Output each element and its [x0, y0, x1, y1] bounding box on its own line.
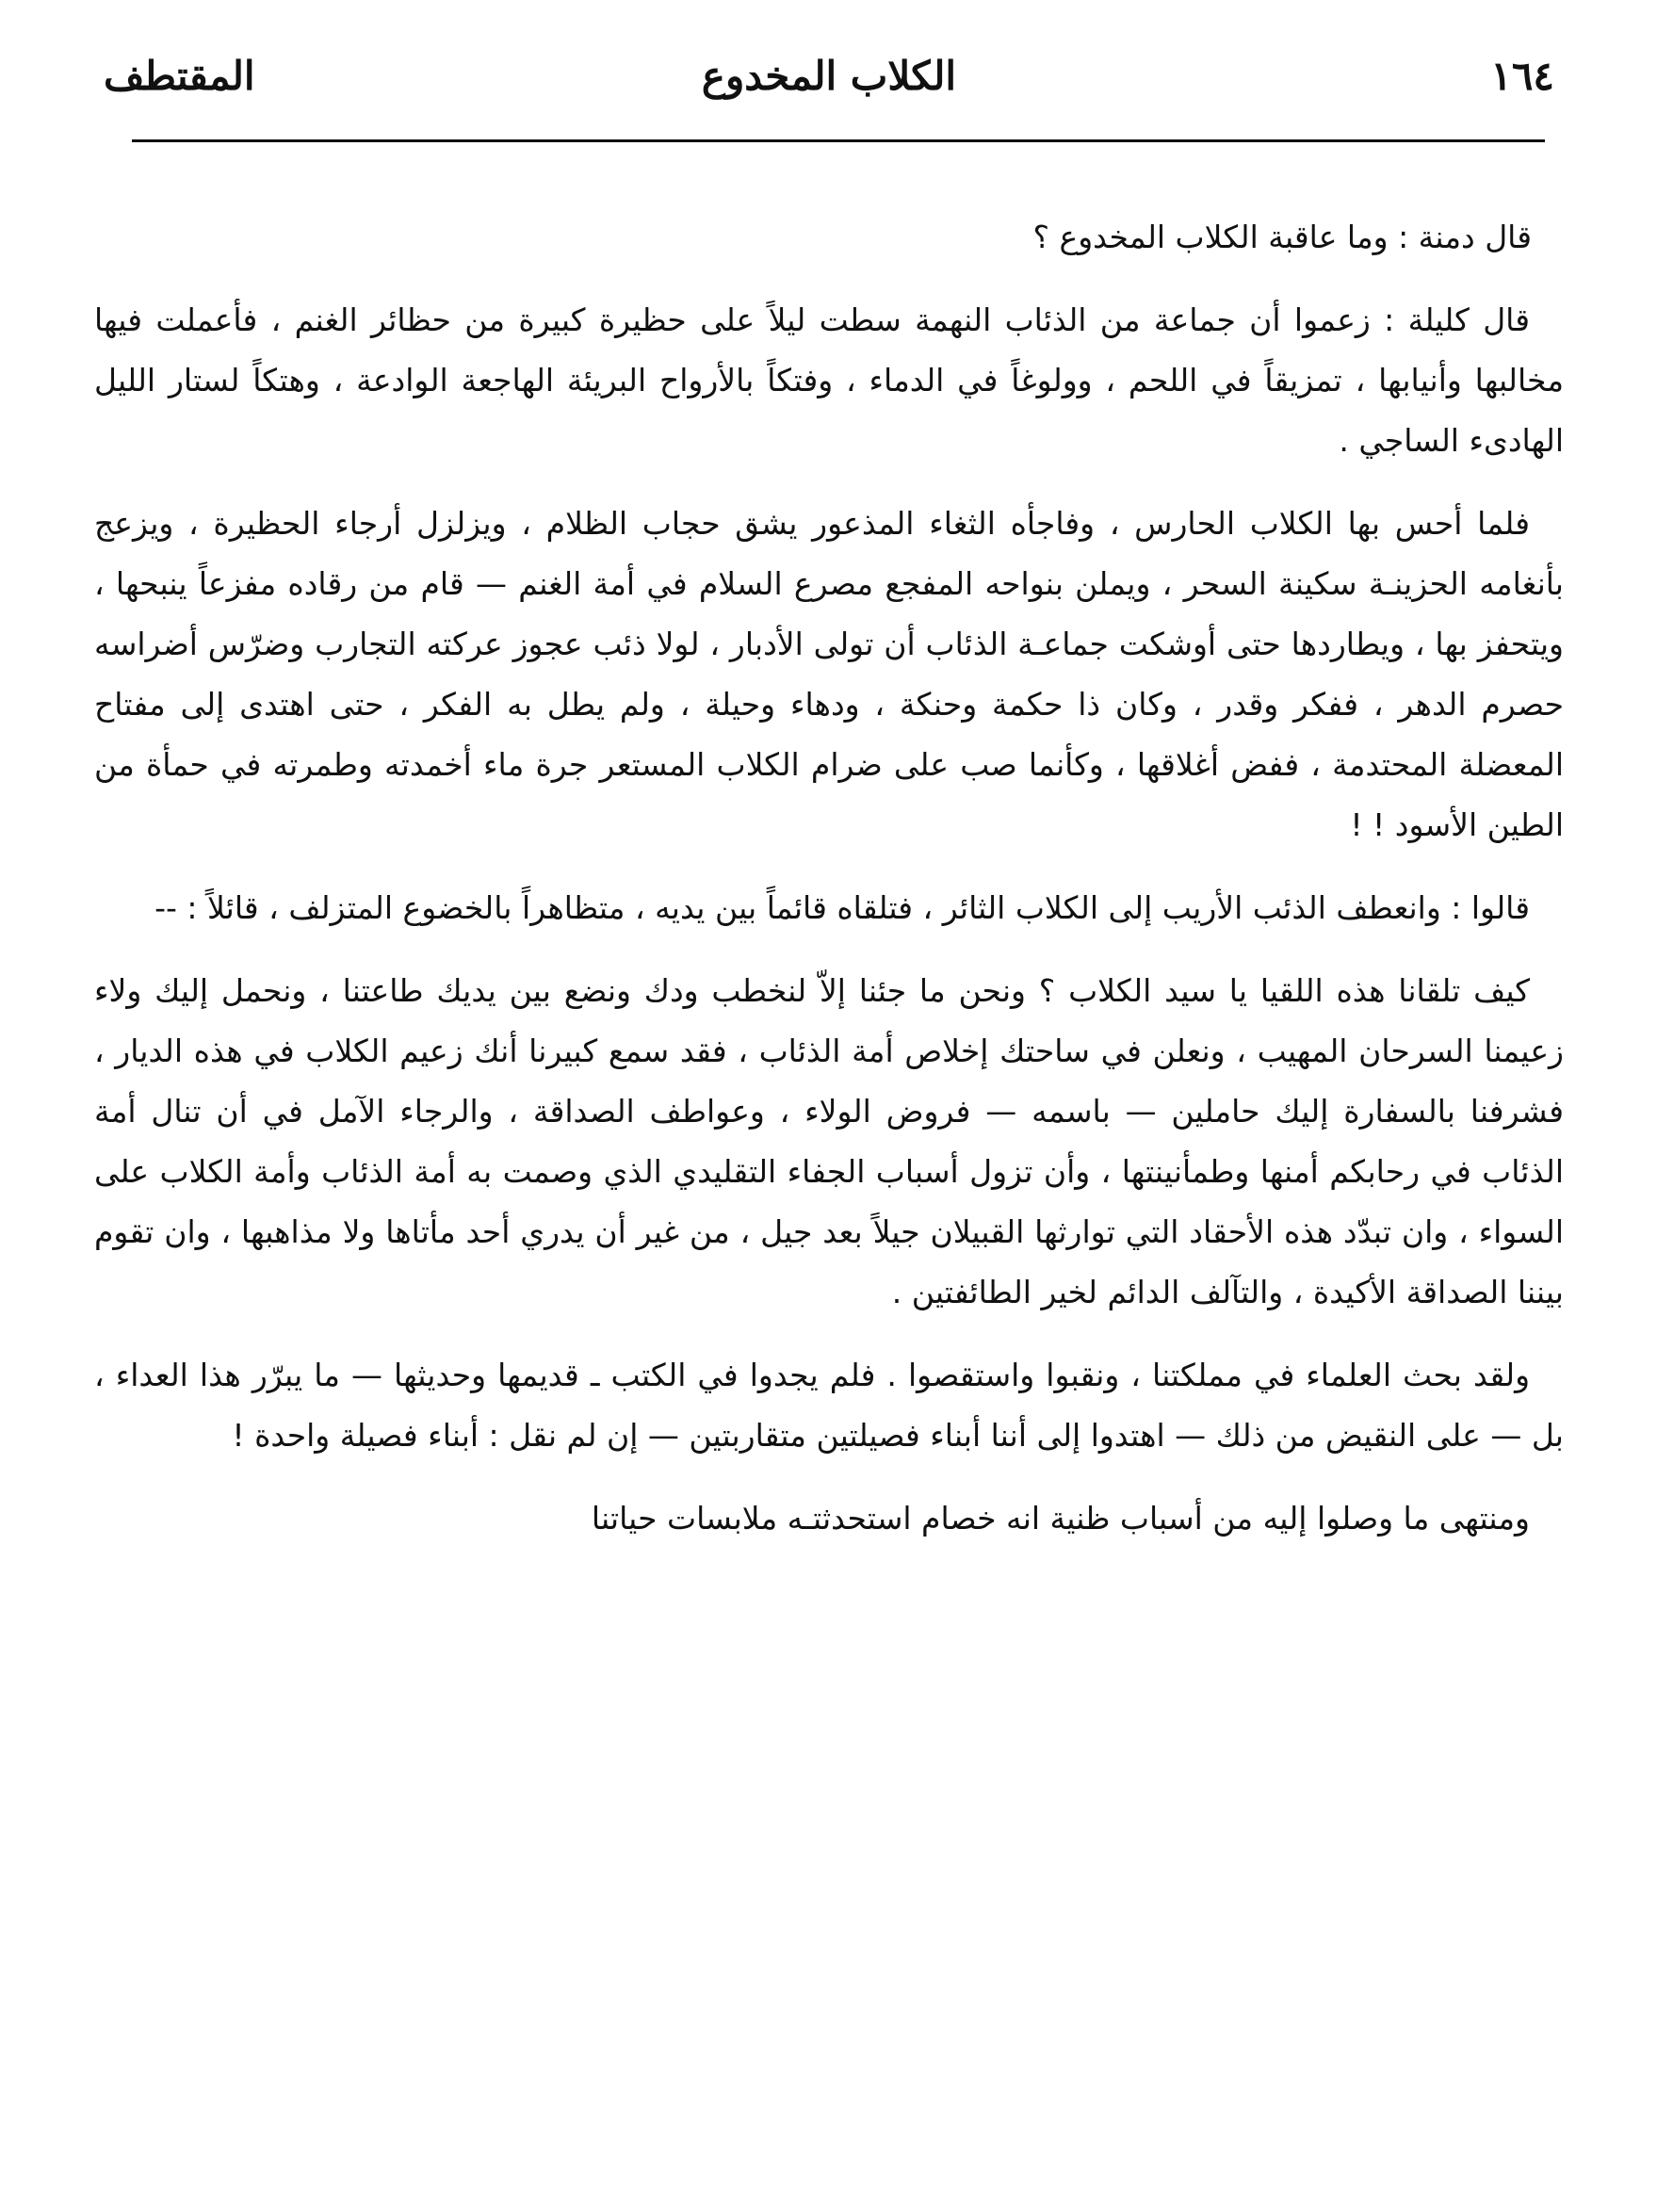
paragraph: كيف تلقانا هذه اللقيا يا سيد الكلاب ؟ ونحن ما جئنا إلاّ لنخطب ودك ونضع بين يديك طاعتنا ، ونحمل إليك ولاء زعيمنا السرحان المهيب ، ونعلن في ساحتك إخلاص أمة الذئاب ، فقد سمع كبيرنا أنك زعيم الكلاب في هذه الديار ، فشرفنا بالسفارة إليك حاملين — باسمه — فروض الولاء ، وعواطف الصداقة ، والرجاء الآمل في أن تنال أمة الذئاب في رحابكم أمنها وطمأنينتها ، وأن تزول أسباب الجفاء التقليدي الذي وصمت به أمة الذئاب وأمة الكلاب على السواء ، وان تبدّد هذه الأحقاد التي توارثها القبيلان جيلاً بعد جيل ، من غير أن يدري أحد مأتاها ولا مذاهبها ، وان تقوم بيننا الصداقة الأكيدة ، والتآلف الدائم لخير الطائفتين . — [94, 972, 1564, 1310]
paragraph: قال دمنة : وما عاقبة الكلاب المخدوع ؟ — [1032, 219, 1532, 255]
paragraph: قالوا : وانعطف الذئب الأريب إلى الكلاب الثائر ، فتلقاه قائماً بين يديه ، متظاهراً بالخضوع المتزلف ، قائلاً : -- — [154, 889, 1530, 926]
paragraph: قال كليلة : زعموا أن جماعة من الذئاب النهمة سطت ليلاً على حظيرة كبيرة من حظائر الغنم ، فأعملت فيها مخالبها وأنيابها ، تمزيقاً في اللحم ، وولوغاً في الدماء ، وفتكاً بالأرواح البريئة الهاجعة الوادعة ، وهتكاً لستار الليل الهادىء الساجي . — [94, 301, 1564, 459]
paragraph: ولقد بحث العلماء في مملكتنا ، ونقبوا واستقصوا . فلم يجدوا في الكتب ـ قديمها وحديثها — ما يبرّر هذا العداء ، بل — على النقيض من ذلك — اهتدوا إلى أننا أبناء فصيلتين متقاربتين — إن لم نقل : أبناء فصيلة واحدة ! — [94, 1357, 1564, 1454]
header-rule — [132, 139, 1545, 142]
running-title: الكلاب المخدوع — [701, 53, 957, 99]
page-number: ١٦٤ — [1490, 53, 1554, 99]
paragraph: ومنتهى ما وصلوا إليه من أسباب ظنية انه خصام استحدثتـه ملابسات حياتنا — [591, 1500, 1530, 1537]
paragraph: فلما أحس بها الكلاب الحارس ، وفاجأه الثغاء المذعور يشق حجاب الظلام ، ويزلزل أرجاء الحظيرة ، ويزعج بأنغامه الحزينـة سكينة السحر ، ويملن بنواحه المفجع مصرع السلام في أمة الغنم — قام من رقاده مفزعاً ينبحها ، ويتحفز بها ، ويطاردها حتى أوشكت جماعـة الذئاب أن تولى الأدبار ، لولا ذئب عجوز عركته التجارب وضرّس أضراسه حصرم الدهر ، ففكر وقدر ، وكان ذا حكمة وحنكة ، ودهاء وحيلة ، ولم يطل به الفكر ، حتى اهتدى إلى مفتاح المعضلة المحتدمة ، ففض أغلاقها ، وكأنما صب على ضرام الكلاب المستعر جرة ماء أخمدته وطمرته في حمأة من الطين الأسود ! ! — [94, 505, 1564, 843]
body-text — [94, 207, 1564, 1571]
page-header — [94, 47, 1564, 106]
book-page — [94, 47, 1564, 2176]
journal-name: المقتطف — [104, 53, 255, 99]
